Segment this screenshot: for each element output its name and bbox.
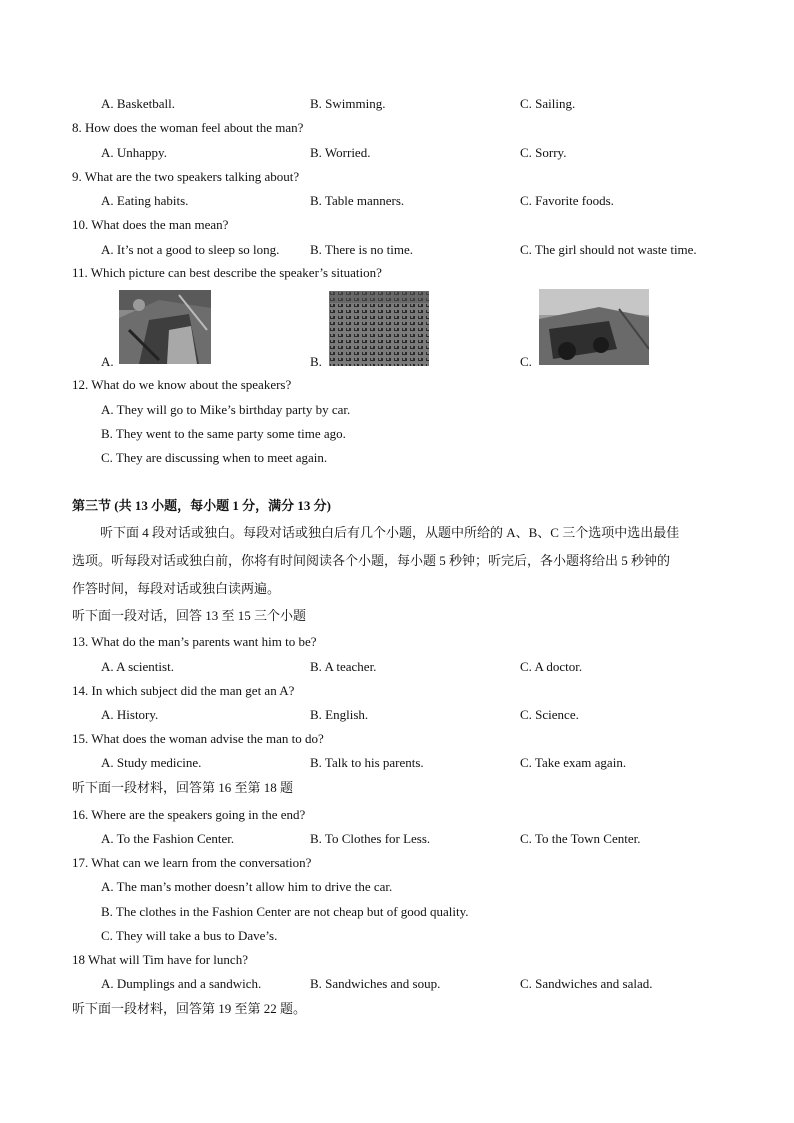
q17-option-c: C. They will take a bus to Dave’s. <box>101 928 278 943</box>
section3-instructions-line3: 作答时间，每段对话或独白读两遍。 <box>72 581 281 596</box>
q11-picture-a <box>119 290 211 364</box>
q18-option-c: C. Sandwiches and salad. <box>520 976 653 991</box>
q13-option-b: B. A teacher. <box>310 659 377 674</box>
q9-option-c: C. Favorite foods. <box>520 193 614 208</box>
q18-question: 18 What will Tim have for lunch? <box>72 952 248 967</box>
q16-option-b: B. To Clothes for Less. <box>310 831 431 846</box>
group1-instruction: 听下面一段对话，回答 13 至 15 三个小题 <box>72 608 307 623</box>
q8-question: 8. How does the woman feel about the man? <box>72 120 304 135</box>
q17-option-b: B. The clothes in the Fashion Center are not cheap but of good quality. <box>101 904 469 919</box>
q11-label-c: C. <box>520 354 532 369</box>
q14-option-a: A. History. <box>101 707 159 722</box>
section3-heading: 第三节 (共 13 小题，每小题 1 分，满分 13 分) <box>72 498 331 513</box>
q10-option-a: A. It’s not a good to sleep so long. <box>101 242 280 257</box>
group3-instruction: 听下面一段材料，回答第 19 至第 22 题。 <box>72 1001 307 1016</box>
q15-option-a: A. Study medicine. <box>101 755 202 770</box>
q12-option-c: C. They are discussing when to meet again. <box>101 450 328 465</box>
q12-question: 12. What do we know about the speakers? <box>72 377 292 392</box>
q17-option-a: A. The man’s mother doesn’t allow him to drive the car. <box>101 879 393 894</box>
q10-question: 10. What does the man mean? <box>72 217 229 232</box>
q9-option-b: B. Table manners. <box>310 193 405 208</box>
q11-label-a: A. <box>101 354 114 369</box>
section3-instructions-line1: 听下面 4 段对话或独白。每段对话或独白后有几个小题，从题中所给的 A、B、C 三个选项中选出最佳 <box>100 525 680 540</box>
q18-option-a: A. Dumplings and a sandwich. <box>101 976 262 991</box>
q12-option-b: B. They went to the same party some time ago. <box>101 426 346 441</box>
q15-question: 15. What does the woman advise the man to do? <box>72 731 324 746</box>
q11-picture-c <box>539 289 649 365</box>
q16-question: 16. Where are the speakers going in the end? <box>72 807 306 822</box>
q13-question: 13. What do the man’s parents want him to be? <box>72 634 317 649</box>
q16-option-a: A. To the Fashion Center. <box>101 831 235 846</box>
q17-question: 17. What can we learn from the conversation? <box>72 855 312 870</box>
q11-picture-b <box>329 291 429 366</box>
q11-question: 11. Which picture can best describe the speaker’s situation? <box>72 265 382 280</box>
q15-option-b: B. Talk to his parents. <box>310 755 424 770</box>
q10-option-b: B. There is no time. <box>310 242 414 257</box>
q14-question: 14. In which subject did the man get an A? <box>72 683 295 698</box>
q7-option-c: C. Sailing. <box>520 96 576 111</box>
q8-option-c: C. Sorry. <box>520 145 567 160</box>
q11-label-b: B. <box>310 354 322 369</box>
group2-instruction: 听下面一段材料，回答第 16 至第 18 题 <box>72 780 294 795</box>
q18-option-b: B. Sandwiches and soup. <box>310 976 441 991</box>
q8-option-b: B. Worried. <box>310 145 371 160</box>
section3-instructions-line2: 选项。听每段对话或独白前，你将有时间阅读各个小题，每小题 5 秒钟；听完后，各小题将给出 5 秒钟的 <box>72 553 671 568</box>
q14-option-b: B. English. <box>310 707 369 722</box>
q7-option-a: A. Basketball. <box>101 96 176 111</box>
q15-option-c: C. Take exam again. <box>520 755 627 770</box>
q9-option-a: A. Eating habits. <box>101 193 189 208</box>
q13-option-a: A. A scientist. <box>101 659 174 674</box>
q10-option-c: C. The girl should not waste time. <box>520 242 697 257</box>
q7-option-b: B. Swimming. <box>310 96 386 111</box>
q9-question: 9. What are the two speakers talking about? <box>72 169 300 184</box>
q16-option-c: C. To the Town Center. <box>520 831 641 846</box>
q14-option-c: C. Science. <box>520 707 579 722</box>
q8-option-a: A. Unhappy. <box>101 145 167 160</box>
q12-option-a: A. They will go to Mike’s birthday party by car. <box>101 402 351 417</box>
q13-option-c: C. A doctor. <box>520 659 583 674</box>
